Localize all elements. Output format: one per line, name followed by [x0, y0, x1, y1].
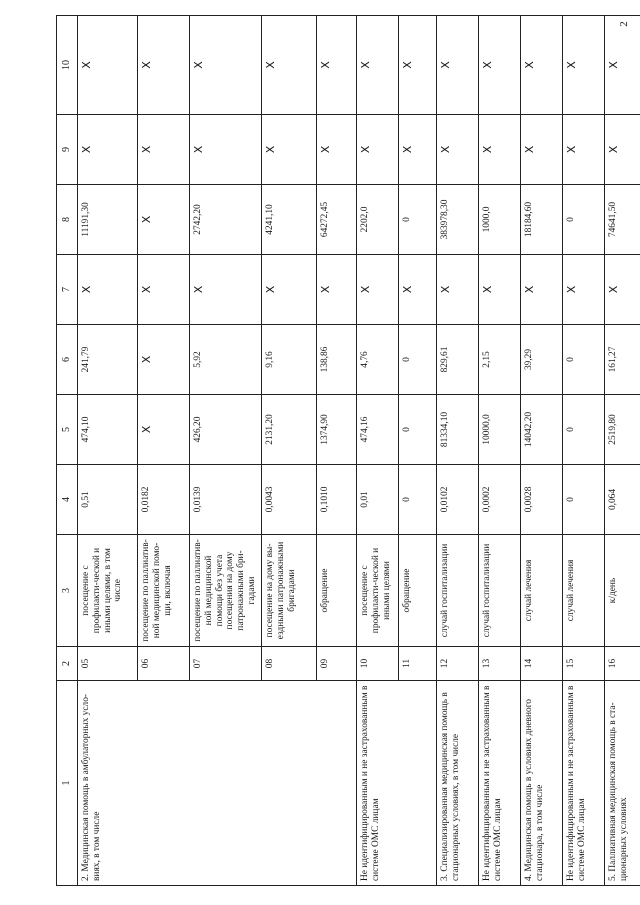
- cell-col6: 39,29: [520, 325, 562, 395]
- cell-col10: X: [520, 16, 562, 115]
- cell-col4: 0,1010: [316, 465, 356, 535]
- cell-row-code: 14: [520, 647, 562, 681]
- cell-col6: 2,15: [478, 325, 520, 395]
- header-row: [57, 16, 78, 886]
- cell-unit: посещение по паллиатив-ной медицинской помощи без учета посещения на дому патронажными бри-гадами: [190, 535, 262, 647]
- cell-unit: случай лечения: [562, 535, 604, 647]
- cell-col6: 9,16: [261, 325, 316, 395]
- header-cell: 9: [57, 115, 78, 185]
- header-cell: 7: [57, 255, 78, 325]
- cell-unit: посещение по паллиатив-ной медицинской помо-щи, включая: [138, 535, 190, 647]
- cell-col9: X: [190, 115, 262, 185]
- cell-col9: X: [520, 115, 562, 185]
- header-cell: 6: [57, 325, 78, 395]
- cell-col9: X: [604, 115, 640, 185]
- cell-col6: 161,27: [604, 325, 640, 395]
- cell-col9: X: [138, 115, 190, 185]
- cell-row-code: 08: [261, 647, 316, 681]
- cell-row-code: 10: [356, 647, 398, 681]
- header-cell: 10: [57, 16, 78, 115]
- cell-col8: 74641,50: [604, 185, 640, 255]
- header-cell: 4: [57, 465, 78, 535]
- cell-col5: X: [138, 395, 190, 465]
- cell-col5: 2131,20: [261, 395, 316, 465]
- cell-col5: 14042,20: [520, 395, 562, 465]
- table-row: [520, 16, 562, 886]
- table-row: [478, 16, 520, 886]
- cell-col10: X: [261, 16, 316, 115]
- cell-col5: 474,16: [356, 395, 398, 465]
- header-cell: 1: [57, 681, 78, 886]
- cell-category: 2. Медицинская помощь в амбулаторных усло-виях, в том числе: [78, 681, 357, 886]
- cell-col10: X: [604, 16, 640, 115]
- cell-col6: 0: [398, 325, 436, 395]
- cell-col4: 0,0043: [261, 465, 316, 535]
- cell-col8: 2202,0: [356, 185, 398, 255]
- cell-col5: 1374,90: [316, 395, 356, 465]
- cell-unit: случай лечения: [520, 535, 562, 647]
- cell-col9: X: [316, 115, 356, 185]
- cell-col5: 426,20: [190, 395, 262, 465]
- header-cell: 3: [57, 535, 78, 647]
- cell-col6: 241,79: [78, 325, 138, 395]
- cell-category: 4. Медицинская помощь в условиях дневного стационара, в том числе: [520, 681, 562, 886]
- cell-col8: 4241,10: [261, 185, 316, 255]
- cell-col5: 2519,80: [604, 395, 640, 465]
- cell-row-code: 05: [78, 647, 138, 681]
- cell-col7: X: [138, 255, 190, 325]
- cell-col8: X: [138, 185, 190, 255]
- cell-col6: X: [138, 325, 190, 395]
- cell-col7: X: [261, 255, 316, 325]
- cell-col6: 0: [562, 325, 604, 395]
- cell-col4: 0,51: [78, 465, 138, 535]
- cell-col7: X: [316, 255, 356, 325]
- cell-col5: 10000,0: [478, 395, 520, 465]
- cell-col7: X: [478, 255, 520, 325]
- cell-col10: X: [316, 16, 356, 115]
- cell-row-code: 12: [436, 647, 478, 681]
- cell-col4: 0,0028: [520, 465, 562, 535]
- cell-col5: 81334,10: [436, 395, 478, 465]
- cell-unit: посещение с профилакти-ческой и иными целями, в том числе: [78, 535, 138, 647]
- cell-col6: 4,76: [356, 325, 398, 395]
- cell-row-code: 09: [316, 647, 356, 681]
- table-row: [604, 16, 640, 886]
- header-cell: 5: [57, 395, 78, 465]
- cell-col4: 0: [562, 465, 604, 535]
- cell-category: Не идентифицированным и не застрахованным в системе ОМС лицам: [478, 681, 520, 886]
- cell-col4: 0,0002: [478, 465, 520, 535]
- cell-row-code: 15: [562, 647, 604, 681]
- cell-col8: 383978,30: [436, 185, 478, 255]
- cell-col10: X: [562, 16, 604, 115]
- cell-col8: 2742,20: [190, 185, 262, 255]
- cell-category: 3. Специализированная медицинская помощь в стационарных условиях, в том числе: [436, 681, 478, 886]
- cell-col4: 0,0182: [138, 465, 190, 535]
- cell-unit: к/день: [604, 535, 640, 647]
- cell-row-code: 06: [138, 647, 190, 681]
- cell-col7: X: [436, 255, 478, 325]
- cell-col9: X: [261, 115, 316, 185]
- cell-col8: 0: [562, 185, 604, 255]
- cell-col8: 1000,0: [478, 185, 520, 255]
- cell-col9: X: [436, 115, 478, 185]
- table-row: [356, 16, 398, 886]
- cell-col9: X: [78, 115, 138, 185]
- cell-col10: X: [478, 16, 520, 115]
- cell-category: 5. Паллиативная медицинская помощь в ста-ционарных условиях: [604, 681, 640, 886]
- table-row: [562, 16, 604, 886]
- cell-col4: 0,01: [356, 465, 398, 535]
- cell-col9: X: [356, 115, 398, 185]
- cell-unit: случай госпитализации: [478, 535, 520, 647]
- cell-col9: X: [562, 115, 604, 185]
- cell-col5: 474,10: [78, 395, 138, 465]
- cell-col4: 0: [398, 465, 436, 535]
- cell-col7: X: [520, 255, 562, 325]
- cell-col7: X: [356, 255, 398, 325]
- cell-row-code: 11: [398, 647, 436, 681]
- cell-unit: обращение: [316, 535, 356, 647]
- cell-col8: 11191,30: [78, 185, 138, 255]
- cell-category: Не идентифицированным и не застрахованным в системе ОМС лицам: [356, 681, 436, 886]
- cell-col7: X: [398, 255, 436, 325]
- cell-row-code: 13: [478, 647, 520, 681]
- cell-col10: X: [436, 16, 478, 115]
- cell-col5: 0: [562, 395, 604, 465]
- cell-col10: X: [190, 16, 262, 115]
- cell-col9: X: [398, 115, 436, 185]
- table-row: [78, 16, 138, 886]
- page-number: 2: [617, 21, 630, 27]
- cell-col10: X: [138, 16, 190, 115]
- cell-col4: 0,0139: [190, 465, 262, 535]
- cell-col10: X: [398, 16, 436, 115]
- cell-col8: 64272,45: [316, 185, 356, 255]
- cell-col7: X: [78, 255, 138, 325]
- cell-category: Не идентифицированным и не застрахованным в системе ОМС лицам: [562, 681, 604, 886]
- data-table: [56, 15, 640, 886]
- cell-col7: X: [562, 255, 604, 325]
- cell-row-code: 16: [604, 647, 640, 681]
- cell-unit: обращение: [398, 535, 436, 647]
- cell-col8: 18184,60: [520, 185, 562, 255]
- cell-col4: 0,064: [604, 465, 640, 535]
- header-cell: 8: [57, 185, 78, 255]
- cell-col6: 829,61: [436, 325, 478, 395]
- table-row: [436, 16, 478, 886]
- cell-col5: 0: [398, 395, 436, 465]
- cell-col10: X: [356, 16, 398, 115]
- rotated-table-frame: [56, 16, 629, 886]
- cell-unit: посещение с профилакти-ческой и иными целями: [356, 535, 398, 647]
- cell-unit: случай госпитализации: [436, 535, 478, 647]
- cell-col4: 0,0102: [436, 465, 478, 535]
- cell-unit: посещение на дому вы-ездными патронажными бригадами: [261, 535, 316, 647]
- cell-col6: 138,86: [316, 325, 356, 395]
- cell-col7: X: [190, 255, 262, 325]
- header-cell: 2: [57, 647, 78, 681]
- cell-col10: X: [78, 16, 138, 115]
- cell-col9: X: [478, 115, 520, 185]
- cell-row-code: 07: [190, 647, 262, 681]
- cell-col8: 0: [398, 185, 436, 255]
- cell-col7: X: [604, 255, 640, 325]
- cell-col6: 5,92: [190, 325, 262, 395]
